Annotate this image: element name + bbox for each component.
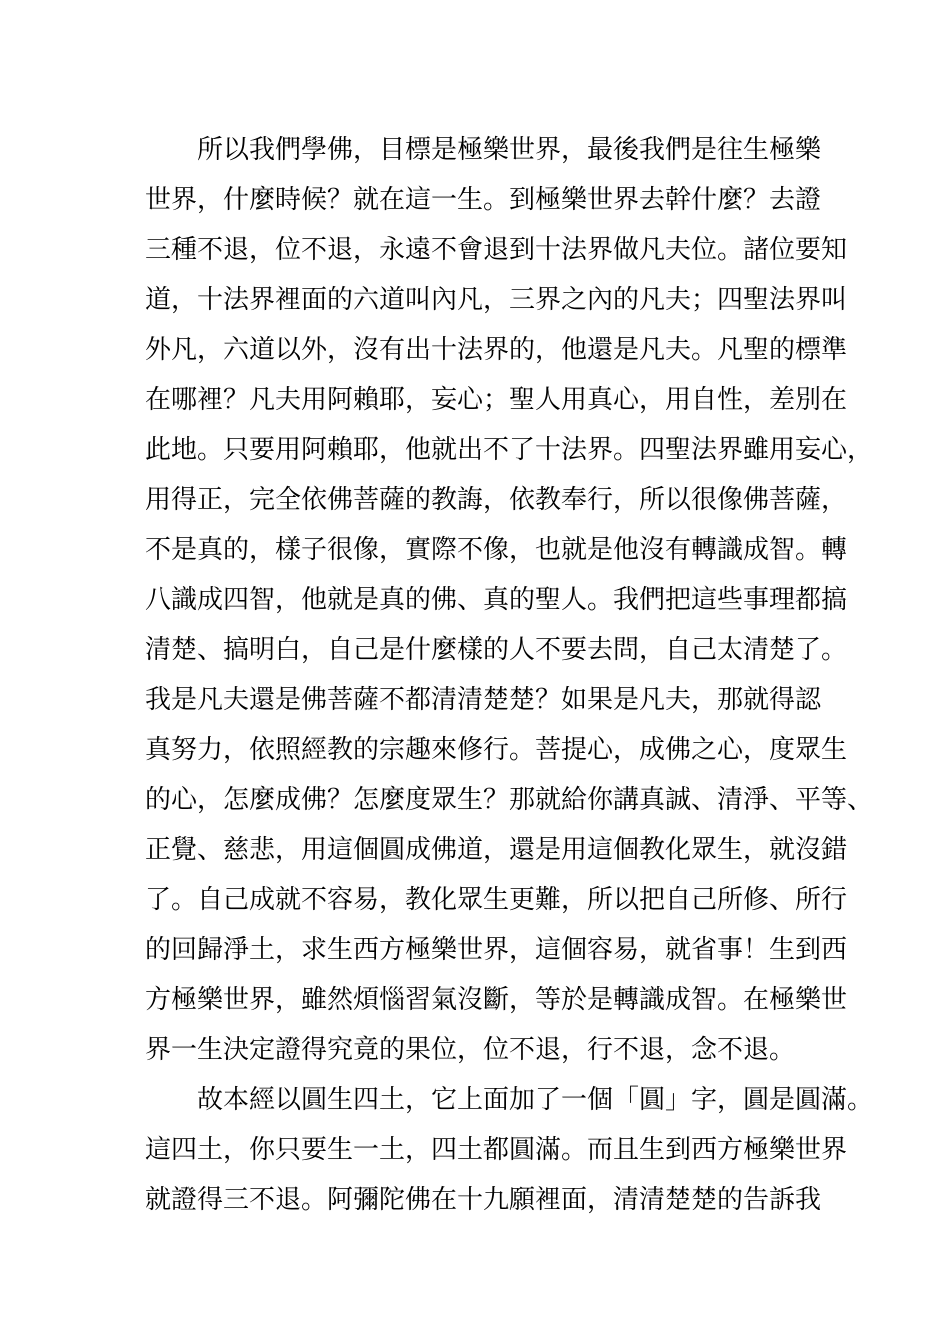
text-line: 正覺、慈悲，用這個圓成佛道，還是用這個教化眾生，就沒錯 [145,835,848,865]
text-line: 世界，什麼時候？就在這一生。到極樂世界去幹什麼？去證 [145,185,822,215]
text-line: 所以我們學佛，目標是極樂世界，最後我們是往生極樂 [197,135,822,165]
text-line: 了。自己成就不容易，教化眾生更難，所以把自己所修、所行 [145,885,848,915]
paragraph-2 [145,1075,874,1225]
paragraph-1 [145,125,874,1075]
text-line: 就證得三不退。阿彌陀佛在十九願裡面，清清楚楚的告訴我 [145,1185,822,1215]
text-line: 界一生決定證得究竟的果位，位不退，行不退，念不退。 [145,1035,796,1065]
text-line: 的回歸淨土，求生西方極樂世界，這個容易，就省事！生到西 [145,935,848,965]
text-line: 外凡，六道以外，沒有出十法界的，他還是凡夫。凡聖的標準 [145,335,848,365]
text-line: 在哪裡？凡夫用阿賴耶，妄心；聖人用真心，用自性，差別在 [145,385,848,415]
document-page [145,125,874,1225]
text-line: 真努力，依照經教的宗趣來修行。菩提心，成佛之心，度眾生 [145,735,848,765]
text-line: 用得正，完全依佛菩薩的教誨，依教奉行，所以很像佛菩薩， [145,485,848,515]
text-line: 的心，怎麼成佛？怎麼度眾生？那就給你講真誠、清淨、平等、 [145,785,874,815]
text-line: 我是凡夫還是佛菩薩不都清清楚楚？如果是凡夫，那就得認 [145,685,822,715]
text-line: 此地。只要用阿賴耶，他就出不了十法界。四聖法界雖用妄心， [145,435,874,465]
text-line: 三種不退，位不退，永遠不會退到十法界做凡夫位。諸位要知 [145,235,848,265]
text-line: 道，十法界裡面的六道叫內凡，三界之內的凡夫；四聖法界叫 [145,285,848,315]
text-line: 故本經以圓生四土，它上面加了一個「圓」字，圓是圓滿。 [197,1085,874,1115]
text-line: 清楚、搞明白，自己是什麼樣的人不要去問，自己太清楚了。 [145,635,848,665]
text-line: 這四土，你只要生一土，四土都圓滿。而且生到西方極樂世界 [145,1135,848,1165]
text-line: 八識成四智，他就是真的佛、真的聖人。我們把這些事理都搞 [145,585,848,615]
text-line: 方極樂世界，雖然煩惱習氣沒斷，等於是轉識成智。在極樂世 [145,985,848,1015]
text-line: 不是真的，樣子很像，實際不像，也就是他沒有轉識成智。轉 [145,535,848,565]
